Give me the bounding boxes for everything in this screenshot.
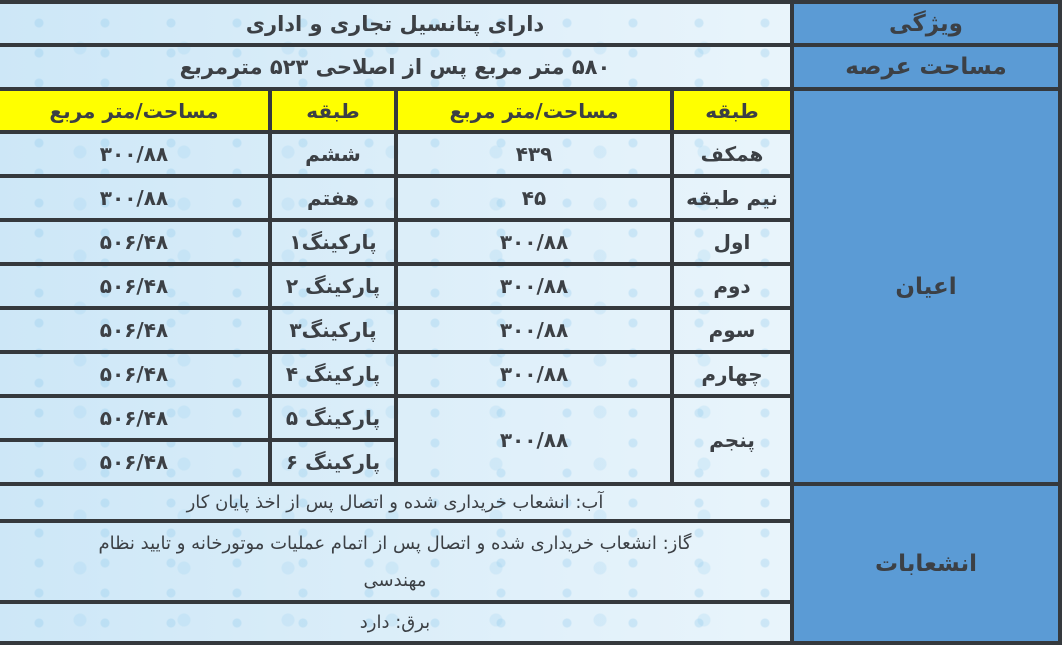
cell-floor-a: چهارم [672, 352, 792, 396]
row-label-utilities: انشعابات [792, 484, 1060, 643]
utility-gas-line2: مهندسی [363, 569, 427, 591]
cell-floor-a: اول [672, 220, 792, 264]
header-area-b: مساحت/متر مربع [0, 89, 270, 132]
cell-floor-b: پارکینگ ۶ [270, 440, 396, 484]
cell-area-a: ۳۰۰/۸۸ [396, 264, 672, 308]
cell-area-b: ۵۰۶/۴۸ [0, 352, 270, 396]
utility-gas-line1: گاز: انشعاب خریداری شده و اتصال پس از اتمام عملیات موتورخانه و تایید نظام [98, 532, 692, 554]
cell-floor-b: پارکینگ۳ [270, 308, 396, 352]
cell-floor-b: پارکینگ ۵ [270, 396, 396, 440]
land-area-row [0, 45, 1060, 89]
cell-area-a: ۳۰۰/۸۸ [396, 308, 672, 352]
cell-area-b: ۵۰۶/۴۸ [0, 220, 270, 264]
cell-floor-a: سوم [672, 308, 792, 352]
cell-area-b: ۳۰۰/۸۸ [0, 132, 270, 176]
cell-floor-a: پنجم [672, 396, 792, 484]
feature-value: دارای پتانسیل تجاری و اداری [0, 2, 792, 45]
cell-area-b: ۵۰۶/۴۸ [0, 396, 270, 440]
cell-floor-b: پارکینگ ۲ [270, 264, 396, 308]
header-floor-b: طبقه [270, 89, 396, 132]
cell-area-a: ۴۵ [396, 176, 672, 220]
cell-area-b: ۵۰۶/۴۸ [0, 440, 270, 484]
cell-floor-a: دوم [672, 264, 792, 308]
cell-floor-b: هفتم [270, 176, 396, 220]
cell-floor-b: ششم [270, 132, 396, 176]
feature-row [0, 2, 1060, 45]
cell-floor-b: پارکینگ۱ [270, 220, 396, 264]
header-floor-a: طبقه [672, 89, 792, 132]
row-label-land-area: مساحت عرصه [792, 45, 1060, 89]
cell-floor-b: پارکینگ ۴ [270, 352, 396, 396]
utility-row-water [0, 484, 1060, 521]
cell-area-b: ۳۰۰/۸۸ [0, 176, 270, 220]
row-label-buildings: اعیان [792, 89, 1060, 484]
cell-floor-a: نیم طبقه [672, 176, 792, 220]
cell-area-a: ۳۰۰/۸۸ [396, 220, 672, 264]
cell-area-b: ۵۰۶/۴۸ [0, 264, 270, 308]
cell-area-a: ۳۰۰/۸۸ [396, 352, 672, 396]
utility-gas-value [0, 521, 792, 602]
cell-floor-a: همکف [672, 132, 792, 176]
cell-area-a: ۴۳۹ [396, 132, 672, 176]
floors-header-row [0, 89, 1060, 132]
header-area-a: مساحت/متر مربع [396, 89, 672, 132]
cell-area-a: ۳۰۰/۸۸ [396, 396, 672, 484]
utility-water-value: آب: انشعاب خریداری شده و اتصال پس از اخذ پایان کار [0, 484, 792, 521]
cell-area-b: ۵۰۶/۴۸ [0, 308, 270, 352]
land-area-value: ۵۸۰ متر مربع پس از اصلاحی ۵۲۳ مترمربع [0, 45, 792, 89]
row-label-feature: ویژگی [792, 2, 1060, 45]
utility-electricity-value: برق: دارد [0, 602, 792, 643]
